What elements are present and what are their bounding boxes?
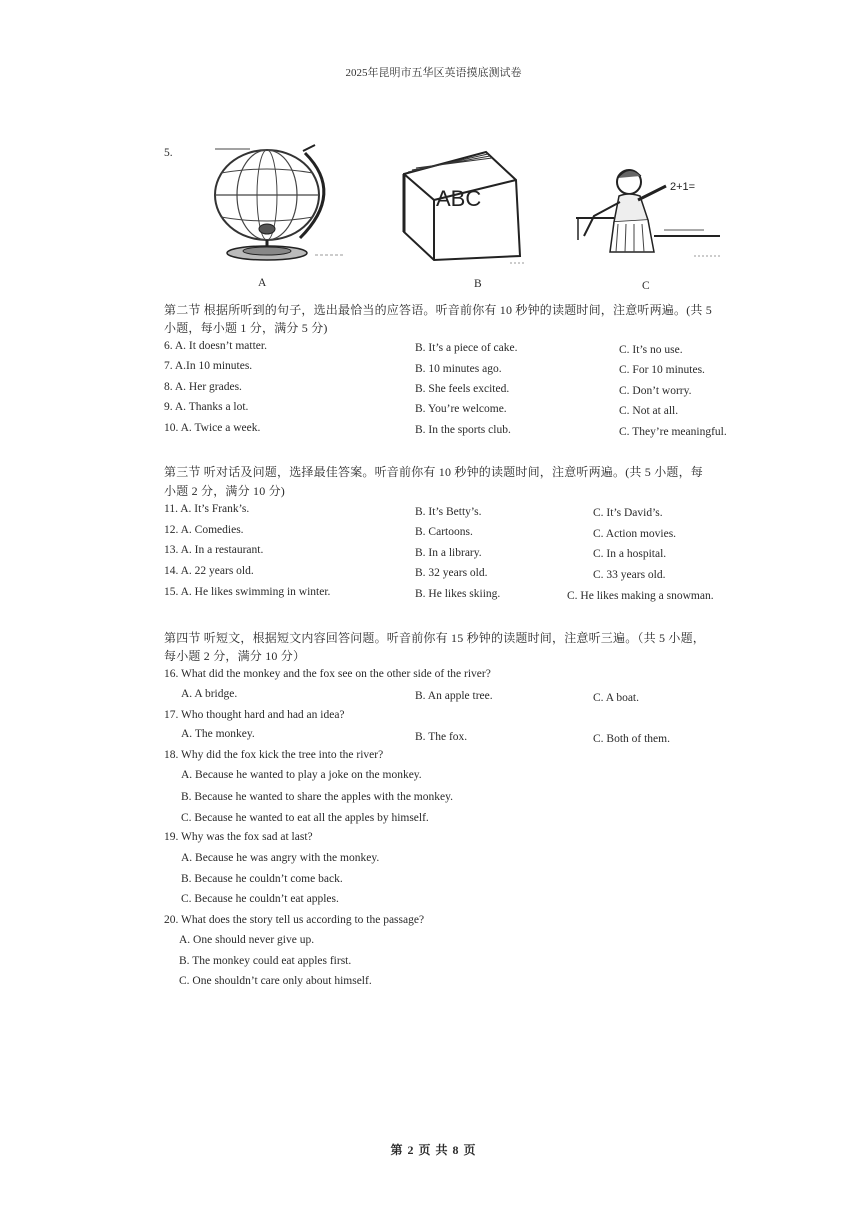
q8-option-a: 8. A. Her grades.: [164, 381, 242, 393]
q15-option-c: C. He likes making a snowman.: [567, 590, 714, 602]
q8-option-b: B. She feels excited.: [415, 383, 510, 395]
q20-stem: 20. What does the story tell us according to the passage?: [164, 914, 425, 926]
q17-option-a: A. The monkey.: [181, 728, 255, 740]
q13-option-b: B. In a library.: [415, 547, 482, 559]
book-cover-text: ABC: [436, 186, 482, 211]
q16-option-b: B. An apple tree.: [415, 690, 493, 702]
q12-option-b: B. Cartoons.: [415, 526, 473, 538]
q14-option-b: B. 32 years old.: [415, 567, 488, 579]
q13-option-c: C. In a hospital.: [593, 548, 667, 560]
q14-option-a: 14. A. 22 years old.: [164, 565, 254, 577]
q7-option-a: 7. A.In 10 minutes.: [164, 360, 253, 372]
section2-instructions-line2: 小题，每小题 1 分，满分 5 分): [164, 321, 328, 335]
q20-option-c: C. One shouldn’t care only about himself.: [179, 975, 372, 987]
q17-option-b: B. The fox.: [415, 731, 468, 743]
q18-option-c: C. Because he wanted to eat all the apples by himself.: [181, 812, 429, 824]
q6-option-a: 6. A. It doesn’t matter.: [164, 340, 267, 352]
q14-option-c: C. 33 years old.: [593, 569, 666, 581]
option-label-a: A: [258, 277, 267, 289]
q19-stem: 19. Why was the fox sad at last?: [164, 831, 313, 843]
section2-instructions-line1: 第二节 根据所听到的句子，选出最恰当的应答语。听音前你有 10 秒钟的读题时间，注意听两遍。(共 5: [164, 303, 712, 317]
q18-option-b: B. Because he wanted to share the apples with the monkey.: [181, 791, 453, 803]
q15-option-b: B. He likes skiing.: [415, 588, 501, 600]
q11-option-c: C. It’s David’s.: [593, 507, 663, 519]
q13-option-a: 13. A. In a restaurant.: [164, 544, 264, 556]
globe-picture: [205, 143, 355, 263]
q16-option-c: C. A boat.: [593, 692, 640, 704]
q10-option-b: B. In the sports club.: [415, 424, 511, 436]
q17-option-c: C. Both of them.: [593, 733, 670, 745]
section3-instructions-line2: 小题 2 分，满分 10 分): [164, 484, 285, 498]
q19-option-c: C. Because he couldn’t eat apples.: [181, 893, 339, 905]
q9-option-c: C. Not at all.: [619, 405, 679, 417]
q15-option-a: 15. A. He likes swimming in winter.: [164, 586, 331, 598]
q18-option-a: A. Because he wanted to play a joke on the monkey.: [181, 769, 422, 781]
q7-option-c: C. For 10 minutes.: [619, 364, 705, 376]
page-header: 2025年昆明市五华区英语摸底测试卷: [345, 67, 522, 79]
section4-instructions-line1: 第四节 听短文，根据短文内容回答问题。听音前你有 15 秒钟的读题时间，注意听三遍。（共 5 小题，: [164, 631, 706, 645]
section3-instructions-line1: 第三节 听对话及问题，选择最佳答案。听音前你有 10 秒钟的读题时间，注意听两遍。(共 5 小题，每: [164, 465, 703, 479]
q20-option-a: A. One should never give up.: [179, 934, 315, 946]
q19-option-b: B. Because he couldn’t come back.: [181, 873, 343, 885]
page-footer: 第 2 页 共 8 页: [390, 1143, 477, 1157]
q8-option-c: C. Don’t worry.: [619, 385, 692, 397]
q20-option-b: B. The monkey could eat apples first.: [179, 955, 352, 967]
q17-stem: 17. Who thought hard and had an idea?: [164, 709, 345, 721]
option-label-c: C: [642, 280, 650, 292]
q6-option-b: B. It’s a piece of cake.: [415, 342, 518, 354]
q10-option-c: C. They’re meaningful.: [619, 426, 727, 438]
q16-option-a: A. A bridge.: [181, 688, 238, 700]
q9-option-b: B. You’re welcome.: [415, 403, 507, 415]
q12-option-a: 12. A. Comedies.: [164, 524, 244, 536]
q7-option-b: B. 10 minutes ago.: [415, 363, 502, 375]
q16-stem: 16. What did the monkey and the fox see on the other side of the river?: [164, 668, 491, 680]
board-math-text: 2+1=: [670, 181, 696, 193]
q11-option-a: 11. A. It’s Frank’s.: [164, 503, 250, 515]
abc-book-picture: [398, 148, 526, 266]
q10-option-a: 10. A. Twice a week.: [164, 422, 261, 434]
q18-stem: 18. Why did the fox kick the tree into the river?: [164, 749, 384, 761]
q12-option-c: C. Action movies.: [593, 528, 677, 540]
q19-option-a: A. Because he was angry with the monkey.: [181, 852, 380, 864]
option-label-b: B: [474, 278, 482, 290]
q11-option-b: B. It’s Betty’s.: [415, 506, 482, 518]
q9-option-a: 9. A. Thanks a lot.: [164, 401, 249, 413]
question-5-number: 5.: [164, 147, 173, 159]
section4-instructions-line2: 每小题 2 分，满分 10 分）: [164, 649, 306, 663]
teacher-picture: [574, 160, 724, 260]
q6-option-c: C. It’s no use.: [619, 344, 683, 356]
